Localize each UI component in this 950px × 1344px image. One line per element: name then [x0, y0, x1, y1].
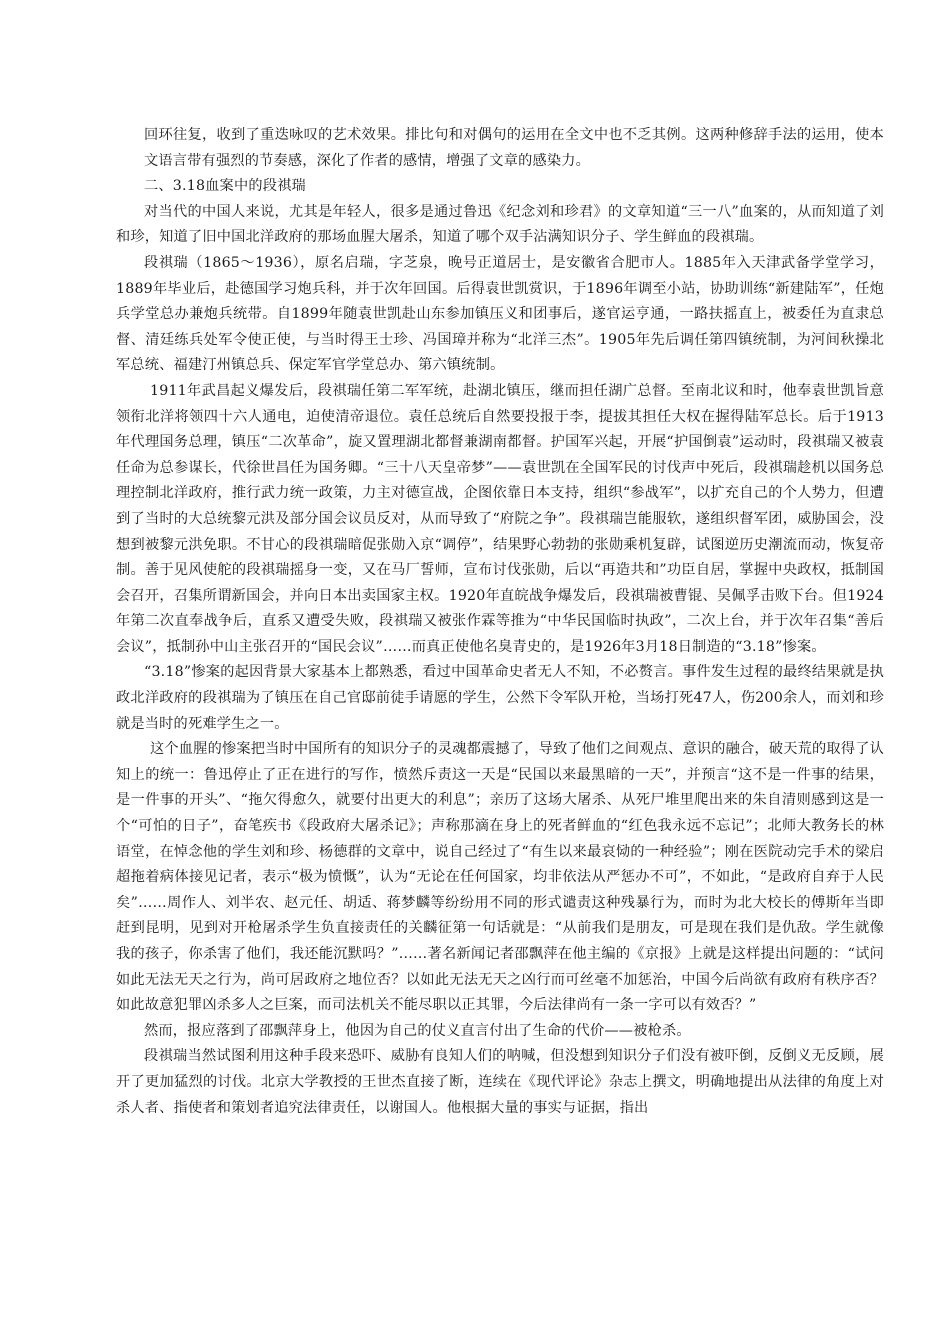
document-body — [116, 123, 884, 1121]
paragraph-3: 1911年武昌起义爆发后，段祺瑞任第二军军统，赴湖北镇压，继而担任湖广总督。至南北议和时，他奉袁世凯旨意领衔北洋将领四十六人通电，迫使清帝退位。袁任总统后自然要投报于李，提拔其担任大权在握得陆军总长。后于1913年代理国务总理，镇压“二次革命”，旋又置理湖北都督兼湖南都督。护国军兴起，开展“护国倒袁”运动时，段祺瑞又被袁任命为总参谋长，代徐世昌任为国务卿。“三十八天皇帝梦”——袁世凯在全国军民的讨伐声中死后，段祺瑞趁机以国务总理控制北洋政府，推行武力统一政策，力主对德宣战，企图依靠日本支持，组织“参战军”，以扩充自己的个人势力，但遭到了当时的大总统黎元洪及部分国会议员反对，从而导致了“府院之争”。段祺瑞岂能服软，遂组织督军团，威胁国会，没想到被黎元洪免职。不甘心的段祺瑞暗促张勋入京“调停”，结果野心勃勃的张勋乘机复辟，试图逆历史潮流而动，恢复帝制。善于见风使舵的段祺瑞摇身一变，又在马厂誓师，宣布讨伐张勋，后以“再造共和”功臣自居，掌握中央政权，抵制国会召开，召集所谓新国会，并向日本出卖国家主权。1920年直皖战争爆发后，段祺瑞被曹锟、吴佩孚击败下台。但1924年第二次直奉战争后，直系又遭受失败，段祺瑞又被张作霖等推为“中华民国临时执政”，二次上台，并于次年召集“善后会议”，抵制孙中山主张召开的“国民会议”……而真正使他名臭青史的，是1926年3月18日制造的“3.18”惨案。 — [116, 382, 884, 655]
paragraph-7: 段祺瑞当然试图利用这种手段来恐吓、威胁有良知人们的呐喊，但没想到知识分子们没有被吓倒，反倒义无反顾，展开了更加猛烈的讨伐。北京大学教授的王世杰直接了断，连续在《现代评论》杂志上撰文，明确地提出从法律的角度上对杀人者、指使者和策划者追究法律责任，以谢国人。他根据大量的事实与证据，指出 — [116, 1048, 884, 1116]
paragraph-4: “3.18”惨案的起因背景大家基本上都熟悉，看过中国革命史者无人不知，不必赘言。事件发生过程的最终结果就是执政北洋政府的段祺瑞为了镇压在自己官邸前徒手请愿的学生，公然下令军队开枪，当场打死47人，伤200余人，而刘和珍就是当时的死难学生之一。 — [116, 664, 884, 732]
paragraph-1: 对当代的中国人来说，尤其是年轻人，很多是通过鲁迅《纪念刘和珍君》的文章知道“三一八”血案的，从而知道了刘和珍，知道了旧中国北洋政府的那场血腥大屠杀，知道了哪个双手沾满知识分子、学生鲜血的段祺瑞。 — [116, 203, 884, 246]
paragraph-2: 段祺瑞（1865～1936），原名启瑞，字芝泉，晚号正道居士，是安徽省合肥市人。1885年入天津武备学堂学习，1889年毕业后，赴德国学习炮兵科，并于次年回国。后得袁世凯赏识，于1896年调至小站，协助训练“新建陆军”，任炮兵学堂总办兼炮兵统带。自1899年随袁世凯赴山东参加镇压义和团事后，遂官运亨通，一路扶摇直上，被委任为直隶总督、清廷练兵处军令使正使，与当时得王士珍、冯国璋并称为“北洋三杰”。1905年先后调任第四镇统制，为河间秋操北军总统、福建汀州镇总兵、保定军官学堂总办、第六镇统制。 — [116, 254, 884, 374]
section-heading: 二、3.18血案中的段祺瑞 — [144, 178, 306, 195]
paragraph-6: 然而，报应落到了邵飘萍身上，他因为自己的仗义直言付出了生命的代价——被枪杀。 — [144, 1022, 691, 1039]
paragraph-5: 这个血腥的惨案把当时中国所有的知识分子的灵魂都震撼了，导致了他们之间观点、意识的融合，破天荒的取得了认知上的统一：鲁迅停止了正在进行的写作，愤然斥责这一天是“民国以来最黑暗的一天”，并预言“这不是一件事的结果，是一件事的开头”、“拖欠得愈久，就要付出更大的利息”；亲历了这场大屠杀、从死尸堆里爬出来的朱自清则感到这是一个“可怕的日子”，奋笔疾书《段政府大屠杀记》；声称那滴在身上的死者鲜血的“红色我永远不忘记”；北师大教务长的林语堂，在悼念他的学生刘和珍、杨德群的文章中，说自己经过了“有生以来最哀恸的一种经验”；刚在医院动完手术的梁启超拖着病体接见记者，表示“极为愤慨”，认为“无论在任何国家，均非依法从严惩办不可”，不如此，“是政府自弃于人民矣”……周作人、刘半农、赵元任、胡适、蒋梦麟等纷纷用不同的形式谴责这种残暴行为，而时为北大校长的傅斯年当即赶到昆明，见到对开枪屠杀学生负直接责任的关麟征第一句话就是：“从前我们是朋友，可是现在我们是仇敌。学生就像我的孩子，你杀害了他们，我还能沉默吗？”……著名新闻记者邵飘萍在他主编的《京报》上就是这样提出问题的：“试问如此无法无天之行为，尚可居政府之地位否？以如此无法无天之凶行而可丝毫不加惩治，中国今后尚欲有政府有秩序否？如此故意犯罪凶杀多人之巨案，而司法机关不能尽职以正其罪，今后法律尚有一条一字可以有效否？” — [116, 741, 884, 1014]
intro-paragraph: 回环往复，收到了重迭咏叹的艺术效果。排比句和对偶句的运用在全文中也不乏其例。这两种修辞手法的运用，使本文语言带有强烈的节奏感，深化了作者的感情，增强了文章的感染力。 — [144, 127, 884, 169]
